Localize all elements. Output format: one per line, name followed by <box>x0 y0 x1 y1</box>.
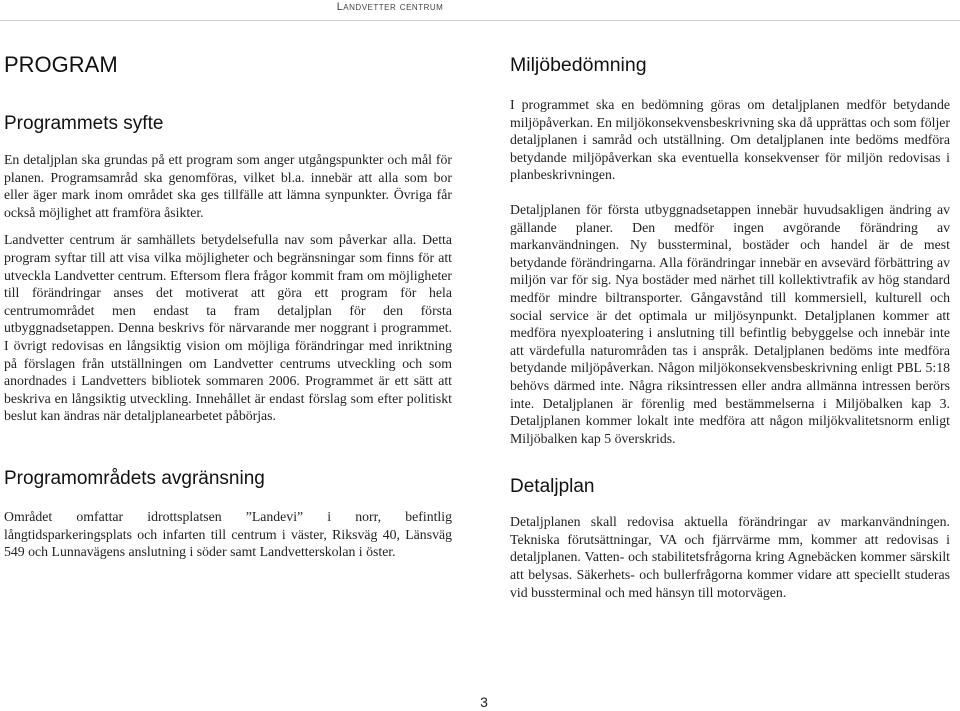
paragraph-miljo-2: Detaljplanen för första utbyggnadsetappen innebär huvudsakligen ändring av gällande planer. Den medför ingen avgörande förändring av markanvändningen. Ny bussterminal, bostäder och handel är de mest betydande förändringarna. Alla förändringar innebär en avsevärd förbättring av miljön var för sig. Nya bostäder med närhet till kollektivtrafik av hög standard medför mindre biltransporter. Gångavstånd till kommersiell, kulturell och social service är det optimala ur miljösynpunkt. Detaljplanen kommer att medföra nyexploatering i anslutning till befintlig bebyggelse och innebär inte att värdefulla naturområden tas i anspråk. Detaljplanen bedöms inte medföra betydande miljöpåverkan. Någon miljökonsekvensbeskrivning enligt PBL 5:18 behövs därmed inte. Några riksintressen eller andra allmänna intressen berörs inte. Detaljplanen är förenlig med bestämmelserna i Miljöbalken kap 3. Detaljplanen kommer lokalt inte medföra att någon miljökvalitetsnorm enligt Miljöbalken kap 5 överskrids. <box>510 201 950 446</box>
paragraph-detaljplan: Detaljplanen skall redovisa aktuella förändringar av markanvändningen. Tekniska förutsättningar, VA och fjärrvärme mm, kommer att redovisas i detaljplanen. Vatten- och stabilitetsfrågorna kring Agnebäcken kommer särskilt att belysas. Säkerhets- och bullerfrågorna kommer vidare att speciellt studeras vid bussterminal och med hänsyn till motorvägen. <box>510 514 950 600</box>
section-heading-avgransning: Programområdets avgränsning <box>4 467 265 489</box>
running-header-title: Landvetter centrum <box>336 1 444 13</box>
section-heading-detaljplan: Detaljplan <box>510 476 595 498</box>
left-column <box>4 52 452 561</box>
running-header <box>240 0 540 13</box>
paragraph-syfte-2: Landvetter centrum är samhällets betydelsefulla nav som påverkar alla. Detta program syftar till att visa vilka möjligheter och begränsningar som finns för att utveckla Landvetter centrum. Eftersom flera frågor kommit fram om möjligheter till förändringar anses det motiverat att göra ett program för hela centrumområdet men endast ta fram detaljplan för den första utbyggnadsetappen. Denna beskrivs för närvarande mer noggrant i programmet. I övrigt redovisas en långsiktig vision om möjliga förändringar med inriktning på förslagen från utställningen om Landvetter centrums utveckling och som anordnades i Landvetters bibliotek sommaren 2006. Programmet är ett sätt att beskriva en långsiktig utveckling. Innehållet är endast förslag som efter politiskt beslut kan ändras när detaljplanearbetet påbörjas. <box>4 232 452 424</box>
page-title: PROGRAM <box>4 52 118 77</box>
right-column <box>510 52 950 601</box>
paragraph-miljo-1: I programmet ska en bedömning göras om detaljplanen medför betydande miljöpåverkan. En miljökonsekvensbeskrivning ska då upprättas och som följer detaljplanen i samråd och utställning. Om detaljplanen inte bedöms medföra betydande miljöpåverkan ska eventuella konsekvenser för miljön redovisas i planbeskrivningen. <box>510 97 950 183</box>
paragraph-avgransning: Området omfattar idrottsplatsen ”Landevi” i norr, befintlig långtidsparkeringsplats och infarten till centrum i väster, Riksväg 40, Länsväg 549 och Lunnavägens anslutning i söder samt Landvetterskolan i öster. <box>4 508 452 560</box>
section-heading-miljobedomning: Miljöbedömning <box>510 54 647 76</box>
paragraph-syfte-1: En detaljplan ska grundas på ett program som anger utgångspunkter och mål för planen. Programsamråd ska genomföras, vilket bl.a. innebär att alla som bor eller äger mark inom området ska ges tillfälle att lämna synpunkter. Övriga får också möjlighet att framföra åsikter. <box>4 152 452 220</box>
page-number: 3 <box>480 694 488 710</box>
section-heading-syfte: Programmets syfte <box>4 113 164 134</box>
header-divider <box>0 20 960 21</box>
